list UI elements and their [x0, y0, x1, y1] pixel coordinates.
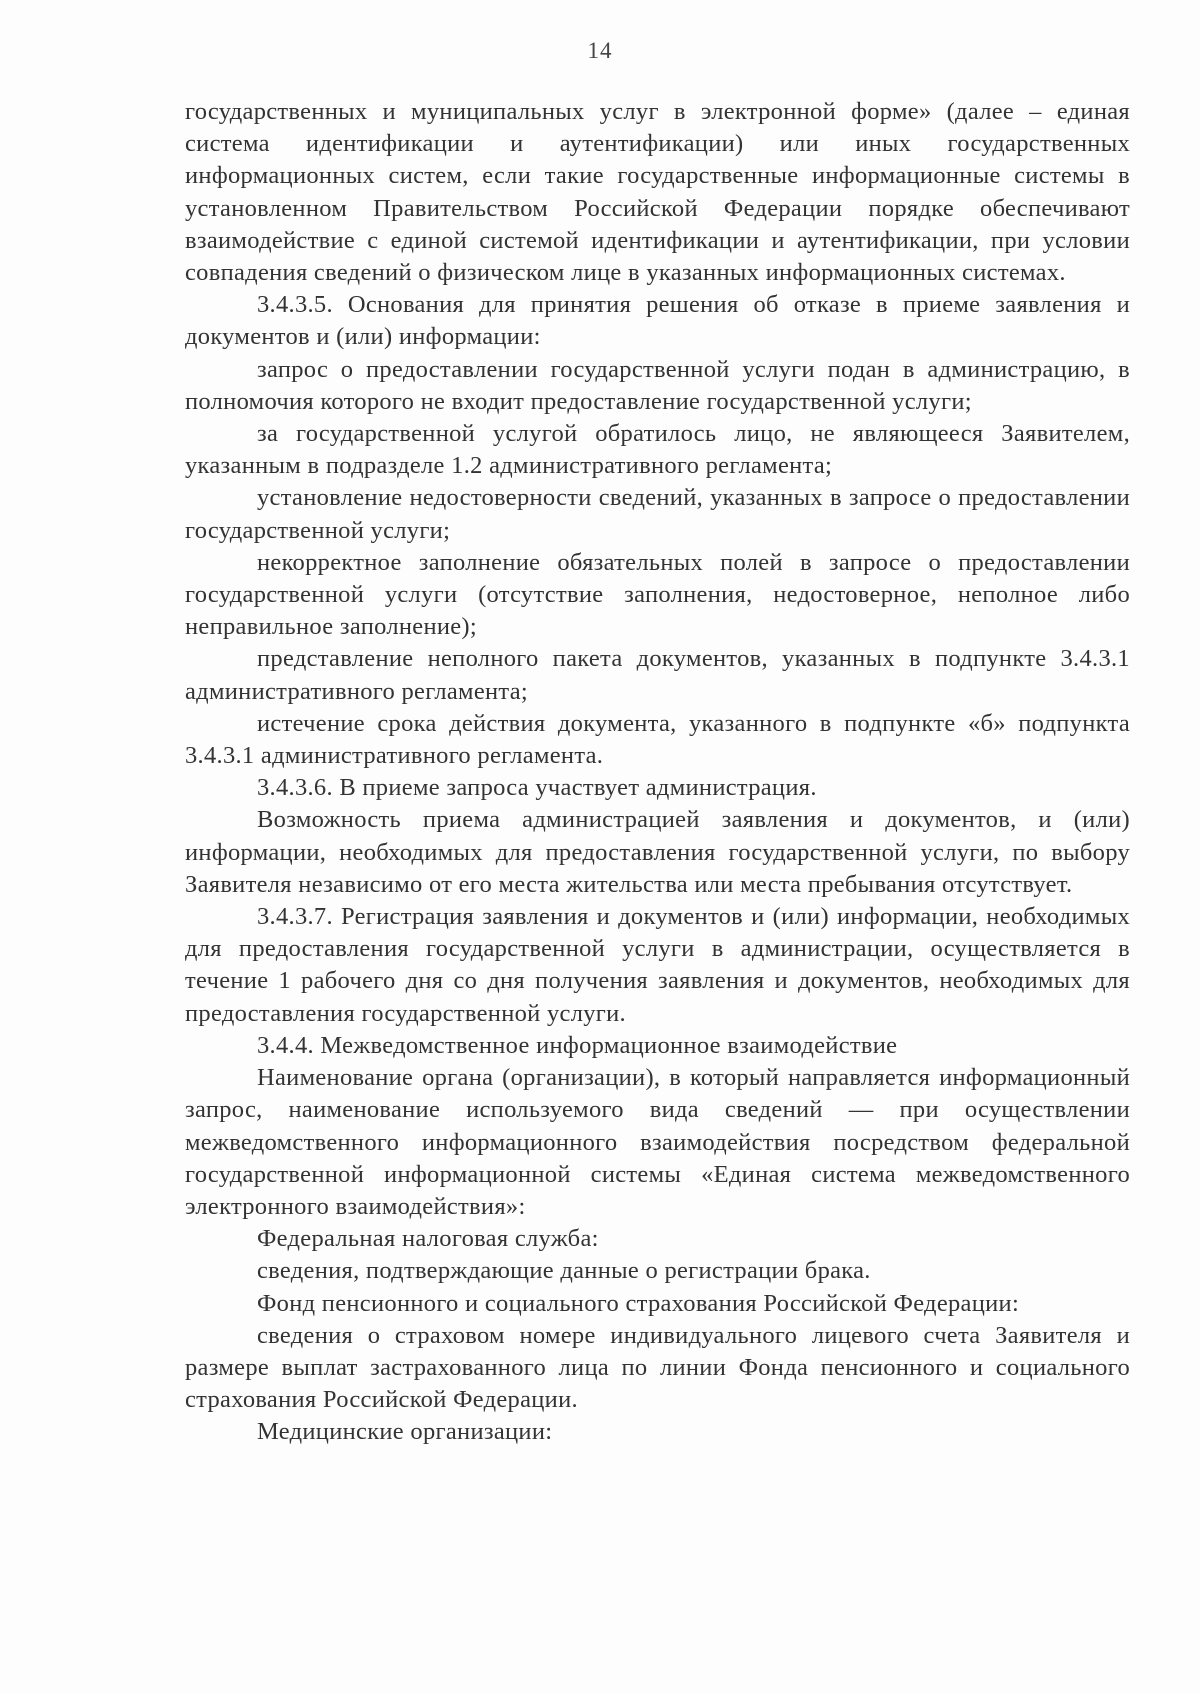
list-item-refusal-reason-6: истечение срока действия документа, указанного в подпункте «б» подпункта 3.4.3.1 административного регламента.	[185, 709, 1130, 770]
paragraph-insurance-info: сведения о страховом номере индивидуального лицевого счета Заявителя и размере выплат застрахованного лица по линии Фонда пенсионного и социального страхования Российской Федерации.	[185, 1321, 1130, 1414]
document-body	[185, 96, 1130, 1449]
paragraph-3-4-3-5: 3.4.3.5. Основания для принятия решения об отказе в приеме заявления и документов и (или) информации:	[185, 291, 1130, 351]
paragraph-reception-possibility: Возможность приема администрацией заявления и документов, и (или) информации, необходимых для предоставления государственной услуги, по выбору Заявителя независимо от его места жительства или места пребывания отсутствует.	[185, 806, 1130, 898]
paragraph-tax-service: Федеральная налоговая служба:	[257, 1225, 599, 1253]
list-item-refusal-reason-1: запрос о предоставлении государственной услуги подан в администрацию, в полномочия которого не входит предоставление государственной услуги;	[185, 355, 1130, 415]
paragraph-continuation: государственных и муниципальных услуг в электронной форме» (далее – единая система идентификации и аутентификации) или иных государственных информационных систем, если такие государственные информационные системы в установленном Правительством Российской Федерации порядке обеспечивают взаимодействие с единой системой идентификации и аутентификации, при условии совпадения сведений о физическом лице в указанных информационных системах.	[185, 98, 1130, 287]
list-item-refusal-reason-3: установление недостоверности сведений, указанных в запросе о предоставлении государственной услуги;	[185, 484, 1130, 544]
paragraph-3-4-3-6: 3.4.3.6. В приеме запроса участвует администрация.	[257, 774, 817, 802]
paragraph-marriage-info: сведения, подтверждающие данные о регистрации брака.	[257, 1257, 871, 1285]
paragraph-medical-organizations: Медицинские организации:	[257, 1418, 553, 1446]
page-number: 14	[587, 38, 613, 63]
paragraph-3-4-4-heading: 3.4.4. Межведомственное информационное взаимодействие	[257, 1031, 898, 1059]
paragraph-3-4-3-7: 3.4.3.7. Регистрация заявления и документов и (или) информации, необходимых для предоставления государственной услуги в администрации, осуществляется в течение 1 рабочего дня со дня получения заявления и документов, необходимых для предоставления государственной услуги.	[185, 903, 1130, 1027]
paragraph-interagency-request: Наименование органа (организации), в который направляется информационный запрос, наименование используемого вида сведений — при осуществлении межведомственного информационного взаимодействия посредством федеральной государственной информационной системы «Единая система межведомственного электронного взаимодействия»:	[185, 1064, 1130, 1220]
paragraph-pension-fund: Фонд пенсионного и социального страхования Российской Федерации:	[257, 1289, 1020, 1317]
list-item-refusal-reason-5: представление неполного пакета документов, указанных в подпункте 3.4.3.1 административного регламента;	[185, 645, 1130, 705]
list-item-refusal-reason-2: за государственной услугой обратилось лицо, не являющееся Заявителем, указанным в подразделе 1.2 административного регламента;	[185, 420, 1130, 480]
list-item-refusal-reason-4: некорректное заполнение обязательных полей в запросе о предоставлении государственной услуги (отсутствие заполнения, недостоверное, неполное либо неправильное заполнение);	[185, 548, 1130, 641]
